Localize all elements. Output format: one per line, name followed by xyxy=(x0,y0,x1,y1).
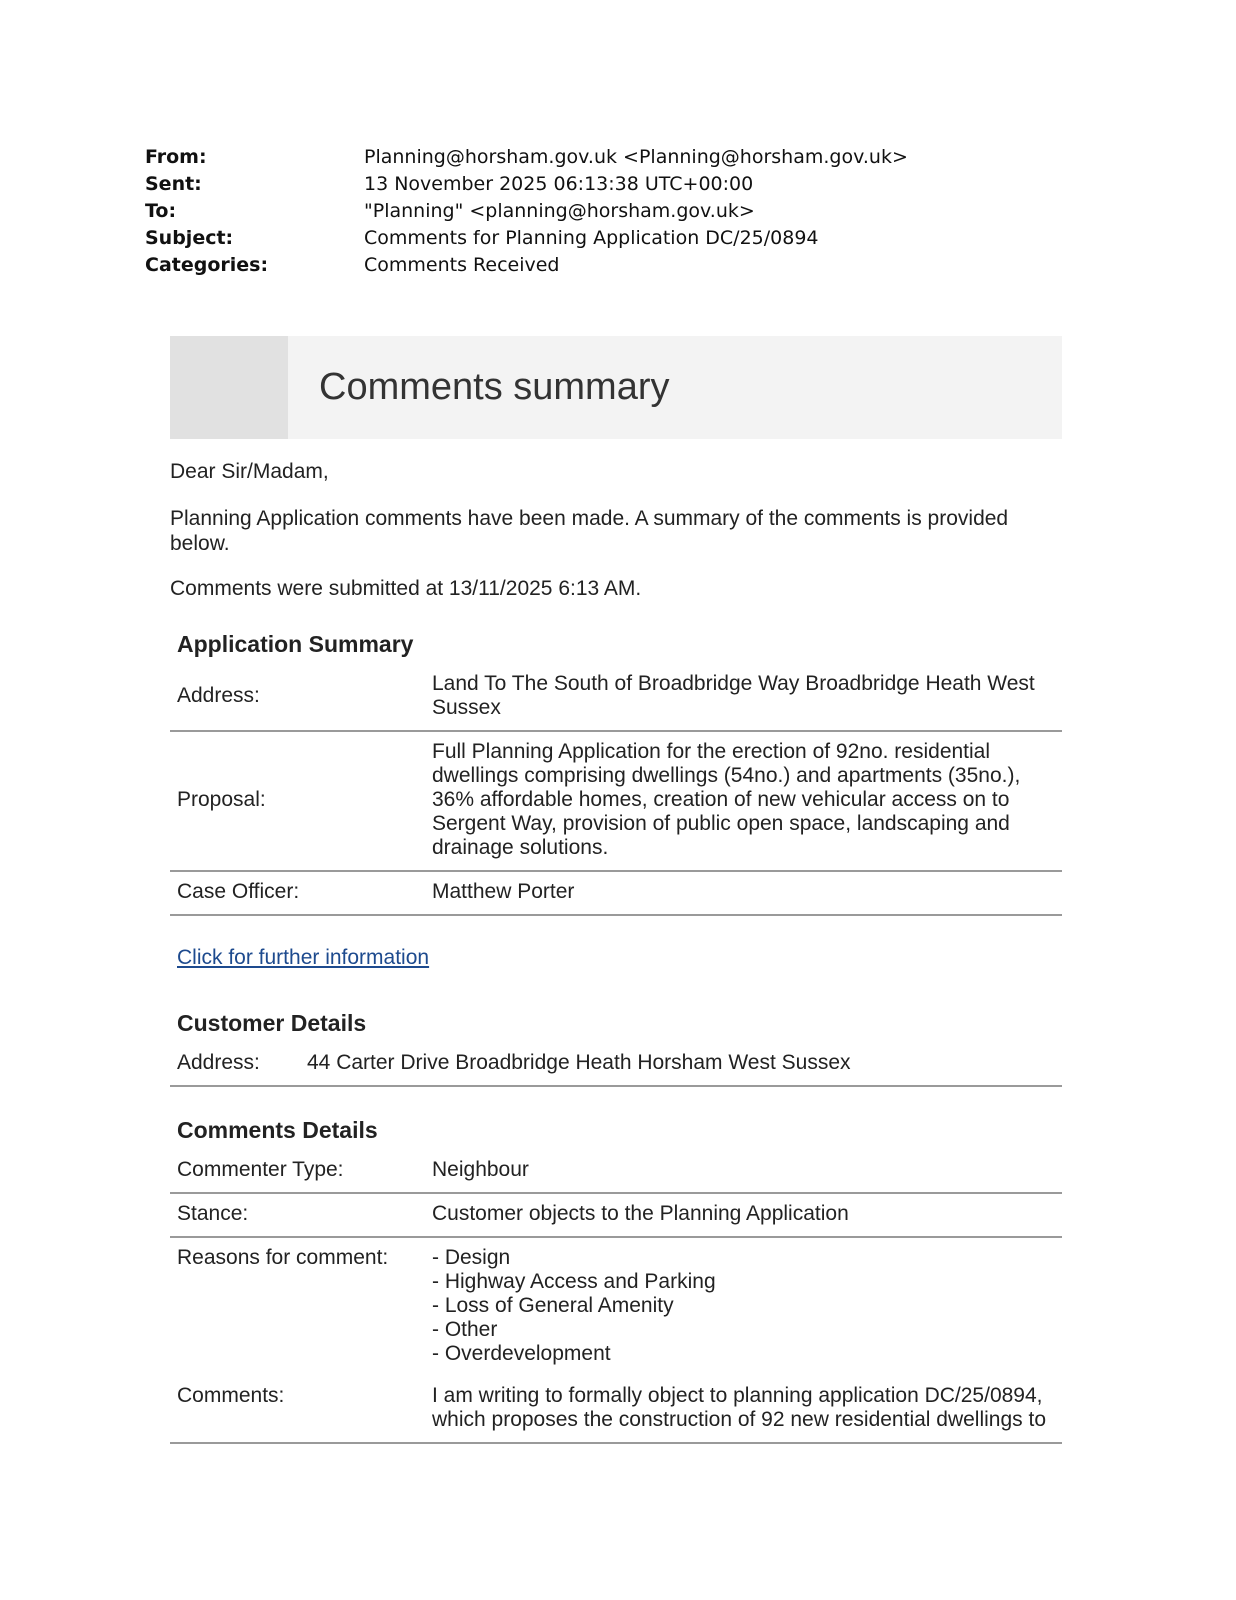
email-body xyxy=(170,336,1062,1444)
table-row xyxy=(170,664,1062,731)
commenter-type-label: Commenter Type: xyxy=(170,1150,425,1193)
stance-label: Stance: xyxy=(170,1193,425,1237)
comments-details-heading: Comments Details xyxy=(177,1117,378,1143)
reason-item: - Design xyxy=(432,1246,511,1269)
to-row xyxy=(145,198,1045,225)
application-summary-heading: Application Summary xyxy=(177,631,414,657)
reasons-list xyxy=(425,1237,1062,1376)
subject-label: Subject: xyxy=(145,227,234,249)
commenter-type-value: Neighbour xyxy=(425,1150,1062,1193)
subject-row xyxy=(145,225,1045,252)
banner-side-block xyxy=(170,336,288,439)
greeting: Dear Sir/Madam, xyxy=(170,460,329,483)
from-row xyxy=(145,144,1045,171)
sent-row xyxy=(145,171,1045,198)
subject-value: Comments for Planning Application DC/25/0894 xyxy=(364,227,819,249)
comments-label: Comments: xyxy=(170,1376,425,1443)
email-header xyxy=(145,144,1045,279)
from-label: From: xyxy=(145,146,207,168)
table-row xyxy=(170,1150,1062,1193)
address-label: Address: xyxy=(170,664,425,731)
customer-details-heading: Customer Details xyxy=(177,1010,367,1036)
further-info-link[interactable]: Click for further information xyxy=(177,946,430,969)
customer-details-table xyxy=(170,1043,1062,1087)
table-row xyxy=(170,1193,1062,1237)
application-summary-table xyxy=(170,664,1062,916)
comments-details-table xyxy=(170,1150,1062,1444)
customer-address-label: Address: xyxy=(170,1043,300,1086)
table-row xyxy=(170,871,1062,915)
reason-item: - Overdevelopment xyxy=(432,1342,611,1365)
table-row xyxy=(170,731,1062,871)
sent-value: 13 November 2025 06:13:38 UTC+00:00 xyxy=(364,173,754,195)
sent-label: Sent: xyxy=(145,173,202,195)
reason-item: - Loss of General Amenity xyxy=(432,1294,674,1317)
table-row xyxy=(170,1237,1062,1376)
proposal-label: Proposal: xyxy=(170,731,425,871)
reason-item: - Other xyxy=(432,1318,498,1341)
customer-address-value: 44 Carter Drive Broadbridge Heath Horsham West Sussex xyxy=(300,1043,1062,1086)
banner-title: Comments summary xyxy=(319,366,670,408)
to-label: To: xyxy=(145,200,177,222)
reason-item: - Highway Access and Parking xyxy=(432,1270,716,1293)
table-row xyxy=(170,1043,1062,1086)
address-value: Land To The South of Broadbridge Way Broadbridge Heath West Sussex xyxy=(425,664,1062,731)
further-info-wrap xyxy=(177,946,1062,970)
from-value: Planning@horsham.gov.uk <Planning@horsham.gov.uk> xyxy=(364,146,908,168)
table-row xyxy=(170,1376,1062,1443)
intro-paragraph: Planning Application comments have been made. A summary of the comments is provided below. xyxy=(170,507,1009,555)
reasons-label: Reasons for comment: xyxy=(177,1246,389,1269)
proposal-value: Full Planning Application for the erection of 92no. residential dwellings comprising dwellings (54no.) and apartments (35no.), 36% affordable homes, creation of new vehicular access on to Sergent Way, provision of public open space, landscaping and drainage solutions. xyxy=(425,731,1062,871)
comments-value: I am writing to formally object to planning application DC/25/0894, which proposes the construction of 92 new residential dwellings to xyxy=(425,1376,1062,1443)
stance-value: Customer objects to the Planning Application xyxy=(425,1193,1062,1237)
categories-label: Categories: xyxy=(145,254,269,276)
submitted-paragraph: Comments were submitted at 13/11/2025 6:13 AM. xyxy=(170,577,642,600)
case-officer-value: Matthew Porter xyxy=(425,871,1062,915)
categories-value: Comments Received xyxy=(364,254,560,276)
comments-summary-banner xyxy=(170,336,1062,439)
categories-row xyxy=(145,252,1045,279)
to-value: "Planning" <planning@horsham.gov.uk> xyxy=(364,200,755,222)
case-officer-label: Case Officer: xyxy=(170,871,425,915)
